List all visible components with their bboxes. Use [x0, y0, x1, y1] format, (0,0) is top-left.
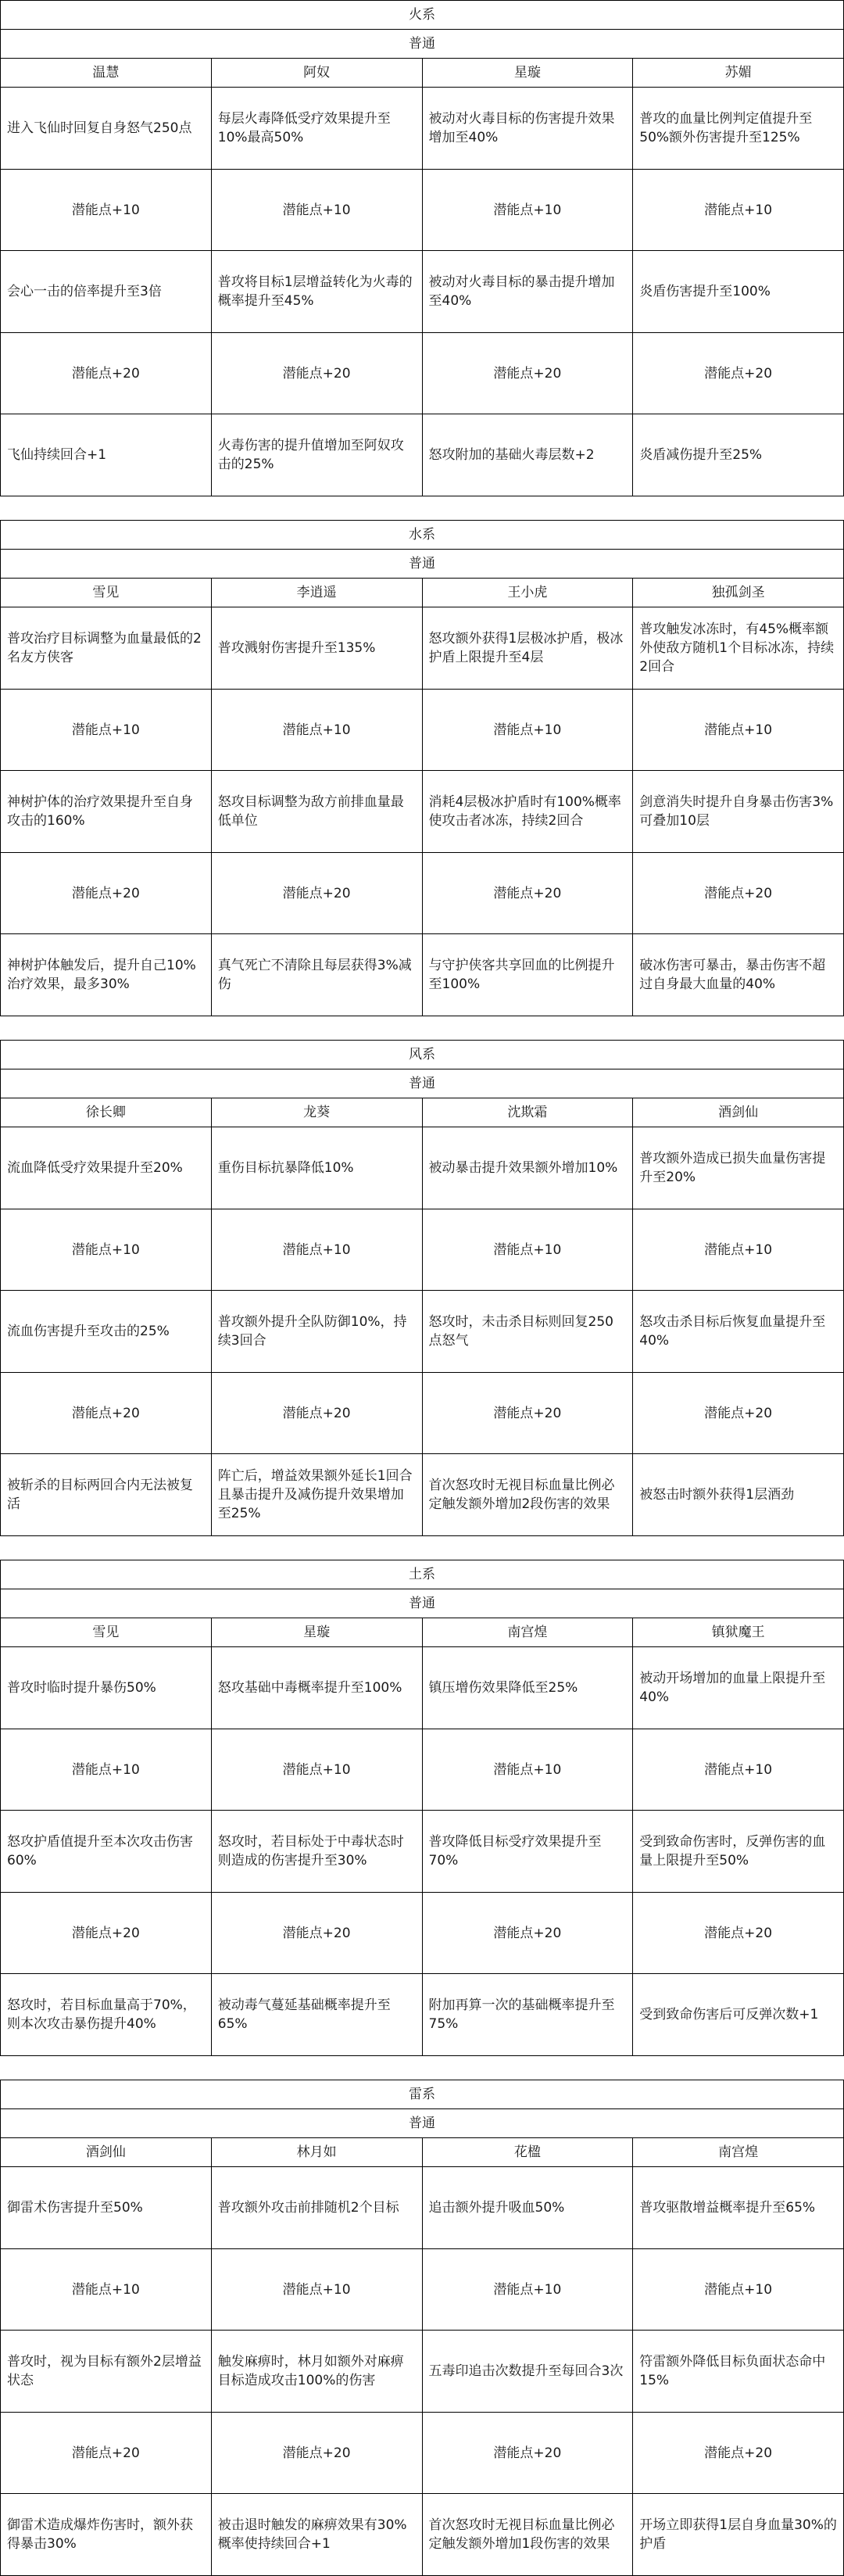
potential-cell: 潜能点+20 [422, 1373, 633, 1454]
talent-table [0, 2080, 844, 2576]
hero-name: 镇狱魔王 [633, 1618, 844, 1647]
talent-cell: 阵亡后，增益效果额外延长1回合且暴击提升及减伤提升效果增加至25% [211, 1454, 422, 1536]
tier-header-row [1, 1069, 844, 1098]
element-header-row [1, 1, 844, 30]
element-header-row [1, 2080, 844, 2109]
talent-cell: 怒攻护盾值提升至本次攻击伤害60% [1, 1811, 212, 1893]
talent-cell: 怒攻基础中毒概率提升至100% [211, 1647, 422, 1729]
talent-row [1, 771, 844, 853]
talent-cell: 怒攻附加的基础火毒层数+2 [422, 414, 633, 496]
talent-cell: 被动对火毒目标的暴击提升增加至40% [422, 251, 633, 333]
potential-cell: 潜能点+10 [211, 690, 422, 771]
potential-cell: 潜能点+20 [422, 1893, 633, 1974]
potential-cell: 潜能点+20 [633, 2413, 844, 2494]
hero-name: 王小虎 [422, 579, 633, 607]
talent-row [1, 1127, 844, 1209]
talent-cell: 首次怒攻时无视目标血量比例必定触发额外增加1段伤害的效果 [422, 2494, 633, 2576]
element-title: 水系 [1, 521, 844, 550]
hero-header-row [1, 579, 844, 607]
element-section [0, 0, 844, 496]
potential-row [1, 690, 844, 771]
tier-title: 普通 [1, 1589, 844, 1618]
tier-title: 普通 [1, 30, 844, 59]
talent-row [1, 607, 844, 690]
talent-cell: 普攻时临时提升暴伤50% [1, 1647, 212, 1729]
talent-cell: 怒攻额外获得1层极冰护盾，极冰护盾上限提升至4层 [422, 607, 633, 690]
talent-cell: 普攻时，视为目标有额外2层增益状态 [1, 2331, 212, 2413]
potential-cell: 潜能点+10 [1, 170, 212, 251]
talent-cell: 开场立即获得1层自身血量30%的护盾 [633, 2494, 844, 2576]
hero-name: 雪见 [1, 1618, 212, 1647]
element-title: 火系 [1, 1, 844, 30]
potential-row [1, 1893, 844, 1974]
talent-cell: 消耗4层极冰护盾时有100%概率使攻击者冰冻，持续2回合 [422, 771, 633, 853]
potential-cell: 潜能点+20 [211, 853, 422, 934]
potential-cell: 潜能点+20 [211, 333, 422, 414]
hero-name: 沈欺霜 [422, 1098, 633, 1127]
element-header-row [1, 1560, 844, 1589]
talent-cell: 被击退时触发的麻痹效果有30%概率使持续回合+1 [211, 2494, 422, 2576]
talent-row [1, 1291, 844, 1373]
hero-name: 花楹 [422, 2138, 633, 2167]
element-section [0, 2080, 844, 2576]
talent-cell: 飞仙持续回合+1 [1, 414, 212, 496]
potential-row [1, 1729, 844, 1811]
talent-cell: 普攻治疗目标调整为血量最低的2名友方侠客 [1, 607, 212, 690]
potential-cell: 潜能点+20 [633, 1893, 844, 1974]
talent-row [1, 414, 844, 496]
talent-cell: 剑意消失时提升自身暴击伤害3%可叠加10层 [633, 771, 844, 853]
talent-cell: 普攻将目标1层增益转化为火毒的概率提升至45% [211, 251, 422, 333]
potential-cell: 潜能点+20 [422, 853, 633, 934]
potential-cell: 潜能点+10 [1, 690, 212, 771]
talent-cell: 受到致命伤害时，反弹伤害的血量上限提升至50% [633, 1811, 844, 1893]
talent-cell: 怒攻时，若目标血量高于70%，则本次攻击暴伤提升40% [1, 1974, 212, 2056]
talent-cell: 普攻降低目标受疗效果提升至70% [422, 1811, 633, 1893]
potential-cell: 潜能点+20 [211, 1373, 422, 1454]
potential-cell: 潜能点+10 [422, 690, 633, 771]
talent-table [0, 1040, 844, 1536]
talent-cell: 怒攻时，未击杀目标则回复250点怒气 [422, 1291, 633, 1373]
tier-title: 普通 [1, 550, 844, 579]
hero-name: 温慧 [1, 59, 212, 88]
hero-name: 南宫煌 [633, 2138, 844, 2167]
talent-cell: 被动毒气蔓延基础概率提升至65% [211, 1974, 422, 2056]
talent-cell: 流血伤害提升至攻击的25% [1, 1291, 212, 1373]
hero-name: 酒剑仙 [633, 1098, 844, 1127]
hero-name: 星璇 [211, 1618, 422, 1647]
element-title: 雷系 [1, 2080, 844, 2109]
talent-cell: 被动暴击提升效果额外增加10% [422, 1127, 633, 1209]
talent-cell: 火毒伤害的提升值增加至阿奴攻击的25% [211, 414, 422, 496]
talent-table [0, 520, 844, 1016]
potential-cell: 潜能点+20 [422, 2413, 633, 2494]
talent-cell: 御雷术伤害提升至50% [1, 2167, 212, 2249]
potential-row [1, 2413, 844, 2494]
talent-cell: 被斩杀的目标两回合内无法被复活 [1, 1454, 212, 1536]
talent-table [0, 0, 844, 496]
talent-cell: 炎盾伤害提升至100% [633, 251, 844, 333]
talent-cell: 普攻额外攻击前排随机2个目标 [211, 2167, 422, 2249]
talent-cell: 镇压增伤效果降低至25% [422, 1647, 633, 1729]
potential-cell: 潜能点+10 [1, 2249, 212, 2331]
talent-cell: 普攻的血量比例判定值提升至50%额外伤害提升至125% [633, 88, 844, 170]
tier-header-row [1, 1589, 844, 1618]
talent-cell: 御雷术造成爆炸伤害时，额外获得暴击30% [1, 2494, 212, 2576]
talent-cell: 附加再算一次的基础概率提升至75% [422, 1974, 633, 2056]
potential-cell: 潜能点+20 [633, 333, 844, 414]
talent-cell: 普攻驱散增益概率提升至65% [633, 2167, 844, 2249]
element-title: 土系 [1, 1560, 844, 1589]
hero-name: 酒剑仙 [1, 2138, 212, 2167]
potential-cell: 潜能点+10 [1, 1209, 212, 1291]
potential-cell: 潜能点+10 [633, 1729, 844, 1811]
talent-cell: 重伤目标抗暴降低10% [211, 1127, 422, 1209]
talent-cell: 触发麻痹时，林月如额外对麻痹目标造成攻击100%的伤害 [211, 2331, 422, 2413]
talent-row [1, 1454, 844, 1536]
talent-cell: 破冰伤害可暴击，暴击伤害不超过自身最大血量的40% [633, 934, 844, 1016]
potential-row [1, 1209, 844, 1291]
potential-row [1, 853, 844, 934]
hero-header-row [1, 2138, 844, 2167]
element-title: 风系 [1, 1041, 844, 1069]
potential-cell: 潜能点+20 [633, 853, 844, 934]
element-section [0, 520, 844, 1016]
tier-header-row [1, 2109, 844, 2138]
talent-cell: 流血降低受疗效果提升至20% [1, 1127, 212, 1209]
talent-row [1, 934, 844, 1016]
talent-row [1, 251, 844, 333]
hero-name: 李逍遥 [211, 579, 422, 607]
tier-title: 普通 [1, 2109, 844, 2138]
talent-row [1, 1811, 844, 1893]
hero-name: 雪见 [1, 579, 212, 607]
talent-cell: 被动开场增加的血量上限提升至40% [633, 1647, 844, 1729]
hero-header-row [1, 59, 844, 88]
hero-name: 苏媚 [633, 59, 844, 88]
potential-cell: 潜能点+20 [211, 2413, 422, 2494]
potential-row [1, 1373, 844, 1454]
talent-cell: 怒攻目标调整为敌方前排血量最低单位 [211, 771, 422, 853]
potential-cell: 潜能点+10 [422, 1729, 633, 1811]
potential-row [1, 2249, 844, 2331]
talent-row [1, 2494, 844, 2576]
talent-cell: 与守护侠客共享回血的比例提升至100% [422, 934, 633, 1016]
talent-cell: 被动对火毒目标的伤害提升效果增加至40% [422, 88, 633, 170]
tier-header-row [1, 550, 844, 579]
potential-cell: 潜能点+10 [211, 170, 422, 251]
potential-cell: 潜能点+20 [1, 853, 212, 934]
potential-cell: 潜能点+10 [633, 1209, 844, 1291]
talent-cell: 怒攻时，若目标处于中毒状态时则造成的伤害提升至30% [211, 1811, 422, 1893]
element-section [0, 1560, 844, 2056]
talent-cell: 符雷额外降低目标负面状态命中15% [633, 2331, 844, 2413]
talent-cell: 五毒印追击次数提升至每回合3次 [422, 2331, 633, 2413]
potential-cell: 潜能点+20 [1, 1373, 212, 1454]
talent-cell: 神树护体触发后，提升自己10%治疗效果，最多30% [1, 934, 212, 1016]
potential-cell: 潜能点+10 [211, 1209, 422, 1291]
talent-row [1, 2167, 844, 2249]
potential-cell: 潜能点+10 [422, 170, 633, 251]
potential-cell: 潜能点+20 [1, 333, 212, 414]
potential-cell: 潜能点+10 [633, 690, 844, 771]
element-section [0, 1040, 844, 1536]
talent-cell: 会心一击的倍率提升至3倍 [1, 251, 212, 333]
talent-cell: 受到致命伤害后可反弹次数+1 [633, 1974, 844, 2056]
talent-cell: 普攻溅射伤害提升至135% [211, 607, 422, 690]
element-header-row [1, 1041, 844, 1069]
potential-cell: 潜能点+20 [211, 1893, 422, 1974]
talent-cell: 每层火毒降低受疗效果提升至10%最高50% [211, 88, 422, 170]
potential-cell: 潜能点+20 [1, 2413, 212, 2494]
potential-cell: 潜能点+10 [633, 2249, 844, 2331]
tier-header-row [1, 30, 844, 59]
talent-cell: 炎盾减伤提升至25% [633, 414, 844, 496]
hero-name: 南宫煌 [422, 1618, 633, 1647]
hero-name: 阿奴 [211, 59, 422, 88]
talent-cell: 普攻额外造成已损失血量伤害提升至20% [633, 1127, 844, 1209]
hero-header-row [1, 1618, 844, 1647]
talent-row [1, 88, 844, 170]
talent-cell: 进入飞仙时回复自身怒气250点 [1, 88, 212, 170]
talent-cell: 神树护体的治疗效果提升至自身攻击的160% [1, 771, 212, 853]
potential-row [1, 170, 844, 251]
talent-row [1, 2331, 844, 2413]
potential-cell: 潜能点+10 [422, 2249, 633, 2331]
talent-row [1, 1974, 844, 2056]
talent-cell: 真气死亡不清除且每层获得3%减伤 [211, 934, 422, 1016]
talent-cell: 首次怒攻时无视目标血量比例必定触发额外增加2段伤害的效果 [422, 1454, 633, 1536]
hero-name: 林月如 [211, 2138, 422, 2167]
talent-cell: 普攻额外提升全队防御10%，持续3回合 [211, 1291, 422, 1373]
potential-cell: 潜能点+20 [633, 1373, 844, 1454]
talent-cell: 追击额外提升吸血50% [422, 2167, 633, 2249]
potential-cell: 潜能点+10 [422, 1209, 633, 1291]
potential-row [1, 333, 844, 414]
hero-header-row [1, 1098, 844, 1127]
hero-name: 龙葵 [211, 1098, 422, 1127]
potential-cell: 潜能点+10 [211, 1729, 422, 1811]
potential-cell: 潜能点+10 [633, 170, 844, 251]
talent-cell: 怒攻击杀目标后恢复血量提升至40% [633, 1291, 844, 1373]
potential-cell: 潜能点+10 [211, 2249, 422, 2331]
potential-cell: 潜能点+20 [1, 1893, 212, 1974]
talent-table [0, 1560, 844, 2056]
hero-name: 星璇 [422, 59, 633, 88]
talent-cell: 普攻触发冰冻时，有45%概率额外使敌方随机1个目标冰冻，持续2回合 [633, 607, 844, 690]
potential-cell: 潜能点+20 [422, 333, 633, 414]
element-header-row [1, 521, 844, 550]
tier-title: 普通 [1, 1069, 844, 1098]
hero-name: 独孤剑圣 [633, 579, 844, 607]
potential-cell: 潜能点+10 [1, 1729, 212, 1811]
hero-name: 徐长卿 [1, 1098, 212, 1127]
talent-row [1, 1647, 844, 1729]
talent-cell: 被怒击时额外获得1层酒劲 [633, 1454, 844, 1536]
